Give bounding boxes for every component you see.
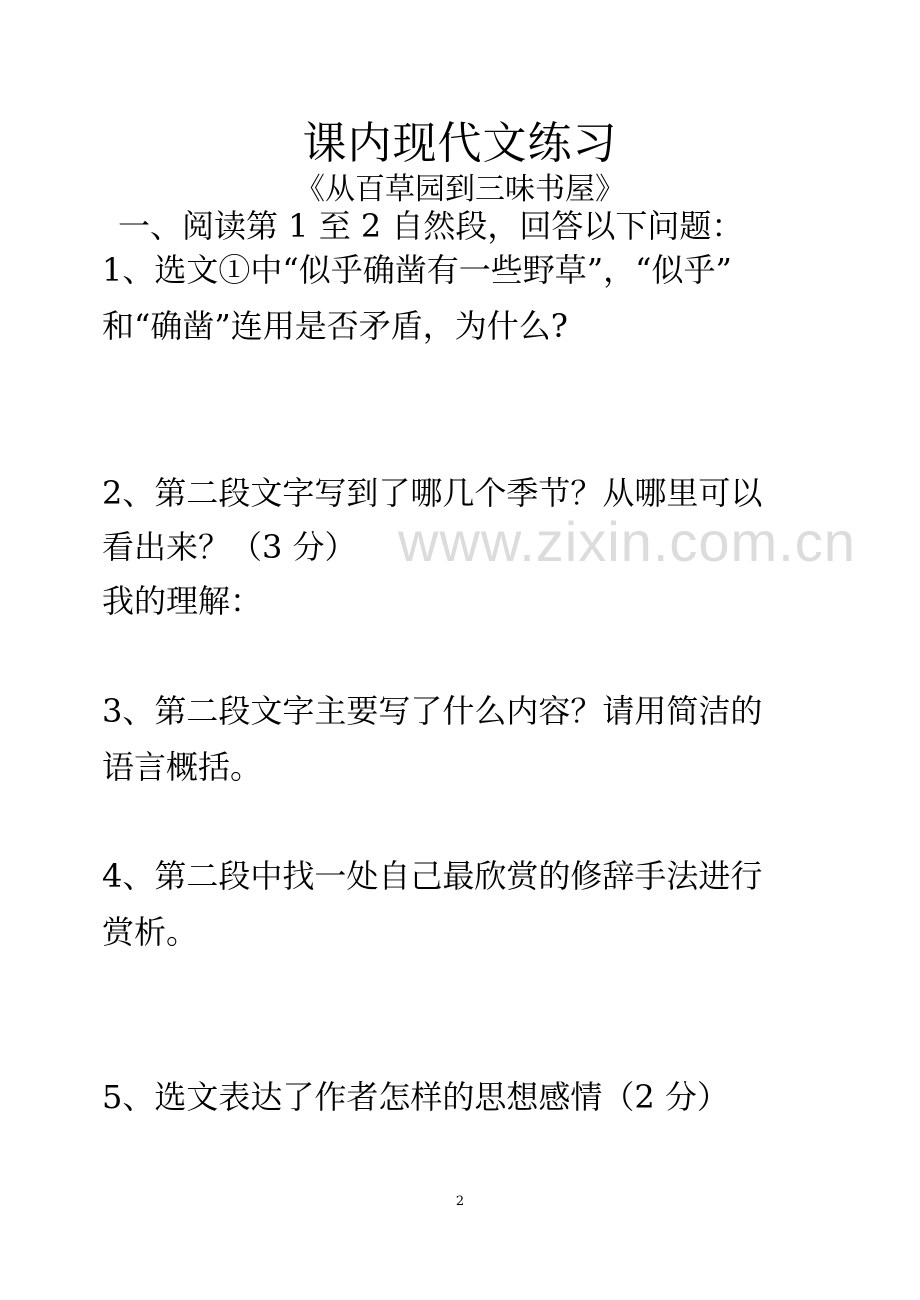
question-3-line-1: 3、第二段文字主要写了什么内容？请用简洁的 [102,692,763,730]
page-number: 2 [455,1194,465,1209]
watermark-text: www.zixin.com.cn [398,510,856,573]
question-1-line-1: 1、选文①中“似乎确凿有一些野草”，“似乎” [102,251,732,289]
question-2-line-1: 2、第二段文字写到了哪几个季节？从哪里可以 [102,474,763,512]
question-1-line-2: 和“确凿”连用是否矛盾，为什么? [102,307,568,345]
answer-prompt: 我的理解： [102,582,263,620]
question-5-line-1: 5、选文表达了作者怎样的思想感情（2 分） [102,1078,729,1116]
question-4-line-2: 赏析。 [102,913,199,951]
question-4-line-1: 4、第二段中找一处自己最欣赏的修辞手法进行 [102,857,763,895]
question-2-line-2: 看出来？（3 分） [102,528,357,566]
section-heading: 一、阅读第 1 至 2 自然段，回答以下问题： [118,207,744,245]
question-3-line-2: 语言概括。 [102,748,263,786]
page-title: 课内现代文练习 [302,118,618,169]
page-subtitle: 《从百草园到三味书屋》 [295,172,625,207]
